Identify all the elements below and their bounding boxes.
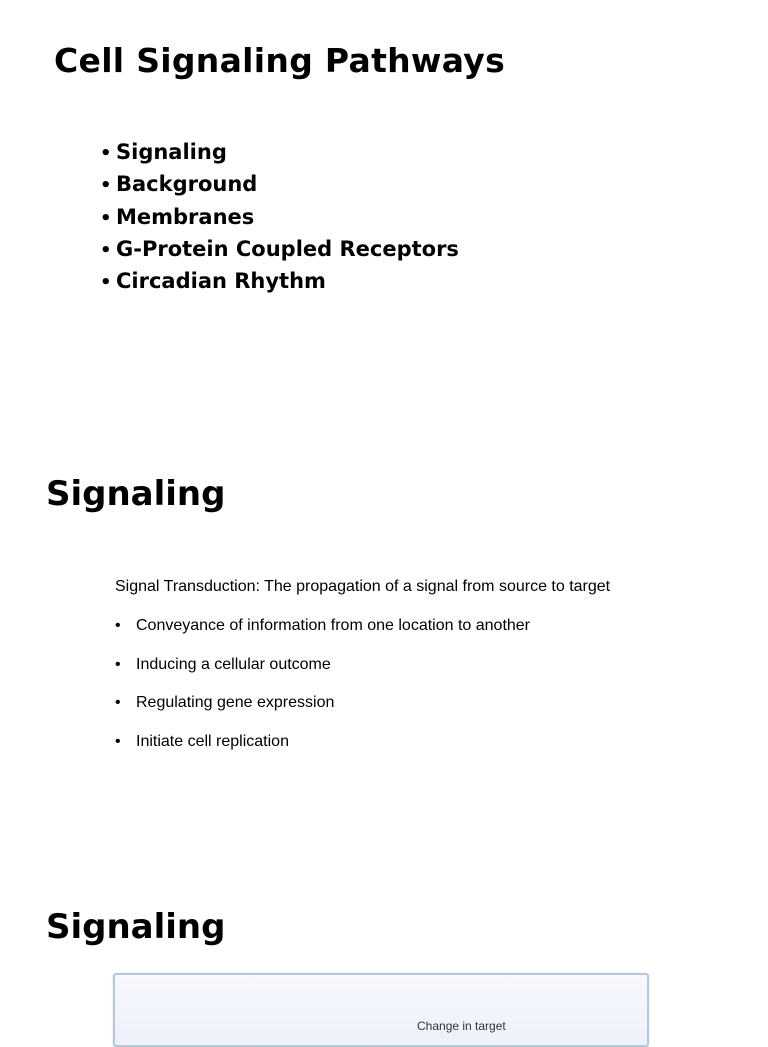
list-item: [100, 265, 459, 297]
list-item: [115, 655, 530, 694]
list-item-text: Inducing a cellular outcome: [136, 655, 331, 673]
list-item-text: Background: [116, 172, 258, 197]
diagram-frame: [113, 973, 649, 1047]
section-heading: Signaling: [46, 474, 226, 514]
bullet-list: [115, 616, 530, 770]
list-item-text: Initiate cell replication: [136, 732, 289, 750]
list-item-text: Conveyance of information from one location to another: [136, 617, 531, 634]
list-item-text: G-Protein Coupled Receptors: [116, 236, 459, 261]
list-item-text: Signaling: [116, 140, 227, 164]
list-item: [115, 693, 530, 732]
bullet-icon: •: [115, 617, 121, 634]
outline-list: [100, 136, 459, 297]
diagram-label: Change in target: [417, 1019, 506, 1033]
bullet-icon: •: [100, 239, 112, 261]
list-item-text: Circadian Rhythm: [116, 269, 326, 294]
section-heading: Signaling: [46, 907, 226, 947]
bullet-icon: •: [115, 694, 121, 711]
bullet-icon: •: [100, 207, 112, 229]
bullet-icon: •: [100, 272, 112, 294]
slide-title: Cell Signaling Pathways: [54, 41, 506, 80]
list-item: [100, 201, 459, 233]
list-item: [115, 732, 530, 771]
bullet-icon: •: [100, 175, 112, 197]
bullet-icon: •: [115, 655, 121, 673]
bullet-icon: •: [115, 732, 121, 750]
list-item: [100, 233, 459, 265]
list-item: [100, 136, 459, 168]
list-item-text: Membranes: [116, 204, 255, 229]
list-item: [115, 616, 530, 655]
list-item: [100, 168, 459, 200]
bullet-icon: •: [100, 143, 112, 164]
intro-text: Signal Transduction: The propagation of a signal from source to target: [115, 578, 611, 595]
list-item-text: Regulating gene expression: [136, 694, 335, 711]
